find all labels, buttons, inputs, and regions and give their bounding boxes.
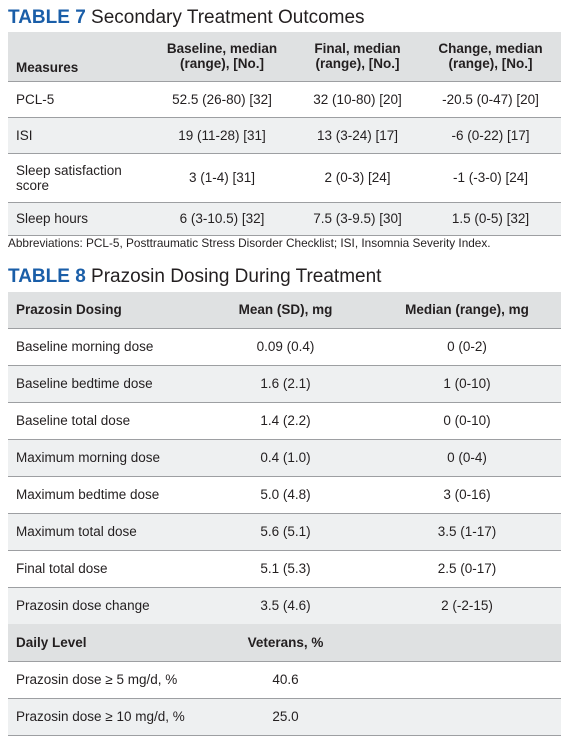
table8-header-median: Median (range), mg bbox=[373, 292, 561, 328]
table8-caption bbox=[8, 266, 381, 288]
table8-cell-mean: 0.09 (0.4) bbox=[198, 328, 373, 365]
table-row bbox=[8, 153, 561, 202]
table7-abbreviations-note: Abbreviations: PCL-5, Posttraumatic Stress Disorder Checklist; ISI, Insomnia Severity Index. bbox=[8, 236, 491, 250]
table8-cell-dosing: Baseline morning dose bbox=[8, 328, 198, 365]
table8-cell-mean: 3.5 (4.6) bbox=[198, 587, 373, 624]
table7-header-final: Final, median (range), [No.] bbox=[295, 32, 420, 81]
table7-number: TABLE 7 bbox=[8, 7, 86, 28]
table-row bbox=[8, 402, 561, 439]
table8-number: TABLE 8 bbox=[8, 266, 86, 287]
table8-cell-dosing: Maximum morning dose bbox=[8, 439, 198, 476]
table-row bbox=[8, 81, 561, 117]
table8-cell-mean: 1.4 (2.2) bbox=[198, 402, 373, 439]
table7-cell-measure: PCL-5 bbox=[8, 81, 149, 117]
table8-cell-median: 2.5 (0-17) bbox=[373, 550, 561, 587]
table8-cell-mean: 5.6 (5.1) bbox=[198, 513, 373, 550]
table7-cell-change: -6 (0-22) [17] bbox=[420, 117, 561, 153]
table7-cell-baseline: 19 (11-28) [31] bbox=[149, 117, 295, 153]
table8-title: Prazosin Dosing During Treatment bbox=[91, 266, 382, 287]
table8-header-dosing: Prazosin Dosing bbox=[8, 292, 198, 328]
table8-cell-median: 3 (0-16) bbox=[373, 476, 561, 513]
table-row bbox=[8, 328, 561, 365]
table-row bbox=[8, 513, 561, 550]
table8-cell-mean: 5.1 (5.3) bbox=[198, 550, 373, 587]
table-row bbox=[8, 698, 561, 735]
table7-cell-final: 13 (3-24) [17] bbox=[295, 117, 420, 153]
table-row bbox=[8, 587, 561, 624]
table8-cell-median: 3.5 (1-17) bbox=[373, 513, 561, 550]
table7-cell-measure: Sleep hours bbox=[8, 202, 149, 235]
table8-cell-median: 2 (-2-15) bbox=[373, 587, 561, 624]
table8-header-mean: Mean (SD), mg bbox=[198, 292, 373, 328]
table8-cell-mean: 0.4 (1.0) bbox=[198, 439, 373, 476]
table8-cell-median: 0 (0-4) bbox=[373, 439, 561, 476]
table8-daily-header-row bbox=[8, 624, 561, 661]
table7 bbox=[8, 32, 561, 236]
table7-header-change: Change, median (range), [No.] bbox=[420, 32, 561, 81]
table7-cell-final: 7.5 (3-9.5) [30] bbox=[295, 202, 420, 235]
table8-cell-empty bbox=[373, 698, 561, 735]
table7-header-baseline: Baseline, median (range), [No.] bbox=[149, 32, 295, 81]
table7-cell-change: -20.5 (0-47) [20] bbox=[420, 81, 561, 117]
table7-header-measures: Measures bbox=[8, 32, 149, 81]
table8-header-empty bbox=[373, 624, 561, 661]
table-row bbox=[8, 117, 561, 153]
table-row bbox=[8, 202, 561, 235]
table8-cell-mean: 5.0 (4.8) bbox=[198, 476, 373, 513]
table7-cell-measure: Sleep satisfaction score bbox=[8, 153, 149, 202]
table8-header-daily-level: Daily Level bbox=[8, 624, 198, 661]
table8-cell-median: 0 (0-10) bbox=[373, 402, 561, 439]
table8-header-veterans: Veterans, % bbox=[198, 624, 373, 661]
table8-cell-dosing: Baseline bedtime dose bbox=[8, 365, 198, 402]
table8-cell-empty bbox=[373, 661, 561, 698]
table8-cell-veterans: 25.0 bbox=[198, 698, 373, 735]
table8-cell-daily-level: Prazosin dose ≥ 10 mg/d, % bbox=[8, 698, 198, 735]
table8-cell-mean: 1.6 (2.1) bbox=[198, 365, 373, 402]
table7-title: Secondary Treatment Outcomes bbox=[91, 7, 365, 28]
table8-cell-dosing: Maximum total dose bbox=[8, 513, 198, 550]
table8-cell-dosing: Prazosin dose change bbox=[8, 587, 198, 624]
table7-cell-change: 1.5 (0-5) [32] bbox=[420, 202, 561, 235]
table8-cell-dosing: Maximum bedtime dose bbox=[8, 476, 198, 513]
table-row bbox=[8, 439, 561, 476]
table8-cell-median: 0 (0-2) bbox=[373, 328, 561, 365]
table7-cell-final: 32 (10-80) [20] bbox=[295, 81, 420, 117]
table-row bbox=[8, 365, 561, 402]
table7-cell-final: 2 (0-3) [24] bbox=[295, 153, 420, 202]
table7-cell-change: -1 (-3-0) [24] bbox=[420, 153, 561, 202]
table8-cell-median: 1 (0-10) bbox=[373, 365, 561, 402]
table7-cell-baseline: 52.5 (26-80) [32] bbox=[149, 81, 295, 117]
table8-cell-daily-level: Prazosin dose ≥ 5 mg/d, % bbox=[8, 661, 198, 698]
table-row bbox=[8, 476, 561, 513]
table7-cell-baseline: 6 (3-10.5) [32] bbox=[149, 202, 295, 235]
table8-cell-veterans: 40.6 bbox=[198, 661, 373, 698]
table7-header-row bbox=[8, 32, 561, 81]
table7-cell-measure: ISI bbox=[8, 117, 149, 153]
table8-cell-dosing: Baseline total dose bbox=[8, 402, 198, 439]
table8 bbox=[8, 292, 561, 736]
table8-header-row bbox=[8, 292, 561, 328]
table8-cell-dosing: Final total dose bbox=[8, 550, 198, 587]
table-row bbox=[8, 550, 561, 587]
table-row bbox=[8, 661, 561, 698]
table7-caption bbox=[8, 7, 365, 29]
table7-cell-baseline: 3 (1-4) [31] bbox=[149, 153, 295, 202]
